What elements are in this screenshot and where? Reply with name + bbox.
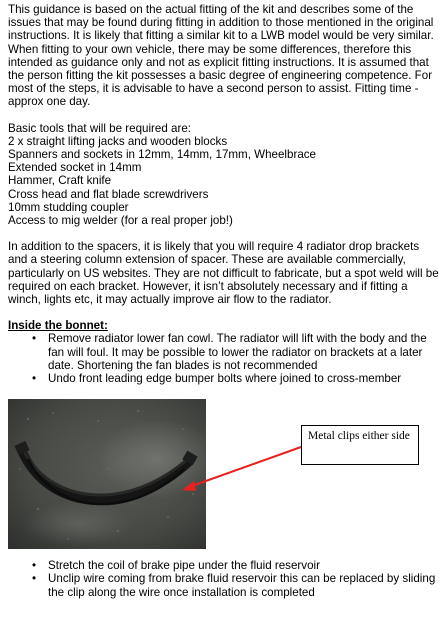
bullet-icon: • [32, 559, 37, 573]
list-item [32, 332, 440, 372]
tool-item: 10mm studding coupler [8, 200, 129, 214]
bonnet-section [8, 319, 440, 385]
callout-label: Metal clips either side [301, 425, 419, 465]
tool-item: Spanners and sockets in 12mm, 14mm, 17mm, Wheelbrace [8, 148, 317, 162]
tool-item: Hammer, Craft knife [8, 174, 112, 188]
list-item-text: Unclip wire coming from brake fluid reservoir this can be replaced by sliding the clip along the wire once installation is completed [48, 572, 436, 599]
intro-paragraph: This guidance is based on the actual fitting of the kit and describes some of the issues that may be found during fitting in addition to those mentioned in the original instructions. It is likely that fitting a similar kit to a LWB model would be very similar. When fitting to your own vehicle, there may be some differences, therefore this intended as guidance only and not as explicit fitting instructions. It is assumed that the person fitting the kit possesses a basic degree of engineering competence. For most of the steps, it is advisable to have a second person to assist. Fitting time - approx one day. [8, 3, 434, 109]
document-page [8, 3, 440, 599]
section-heading: Inside the bonnet: [8, 319, 108, 333]
list-item [32, 372, 440, 385]
bullet-icon: • [32, 572, 37, 586]
tool-item: Cross head and flat blade screwdrivers [8, 187, 209, 201]
bonnet-list [8, 332, 440, 385]
tool-item: Access to mig welder (for a real proper job!) [8, 214, 233, 228]
bumper-bracket-photo [8, 399, 206, 549]
tools-section [8, 122, 440, 228]
list-item [32, 559, 440, 572]
list-item-text: Stretch the coil of brake pipe under the fluid reservoir [48, 559, 320, 573]
tools-heading: Basic tools that will be required are: [8, 121, 192, 135]
after-list [8, 559, 440, 599]
list-item [32, 572, 440, 598]
tool-item: 2 x straight lifting jacks and wooden blocks [8, 134, 228, 148]
brackets-paragraph: In addition to the spacers, it is likely that you will require 4 radiator drop brackets and a steering column extension of spacer. These are available commercially, particularly on US websites. They are not difficult to fabricate, but a spot weld will be required on each bracket. However, it isn’t absolutely necessary and if fitting a winch, lights etc, it may actually improve air flow to the radiator. [8, 240, 439, 307]
bullet-icon: • [32, 332, 37, 346]
tool-item: Extended socket in 14mm [8, 161, 142, 175]
list-item-text: Undo front leading edge bumper bolts where joined to cross-member [48, 372, 402, 386]
list-item-text: Remove radiator lower fan cowl. The radiator will lift with the body and the fan will foul. It may be possible to lower the radiator on brackets at a later date. Shortening the fan blades is not recommended [48, 332, 427, 372]
photo-figure [8, 399, 440, 559]
photo-illustration [8, 399, 206, 549]
bullet-icon: • [32, 372, 37, 386]
